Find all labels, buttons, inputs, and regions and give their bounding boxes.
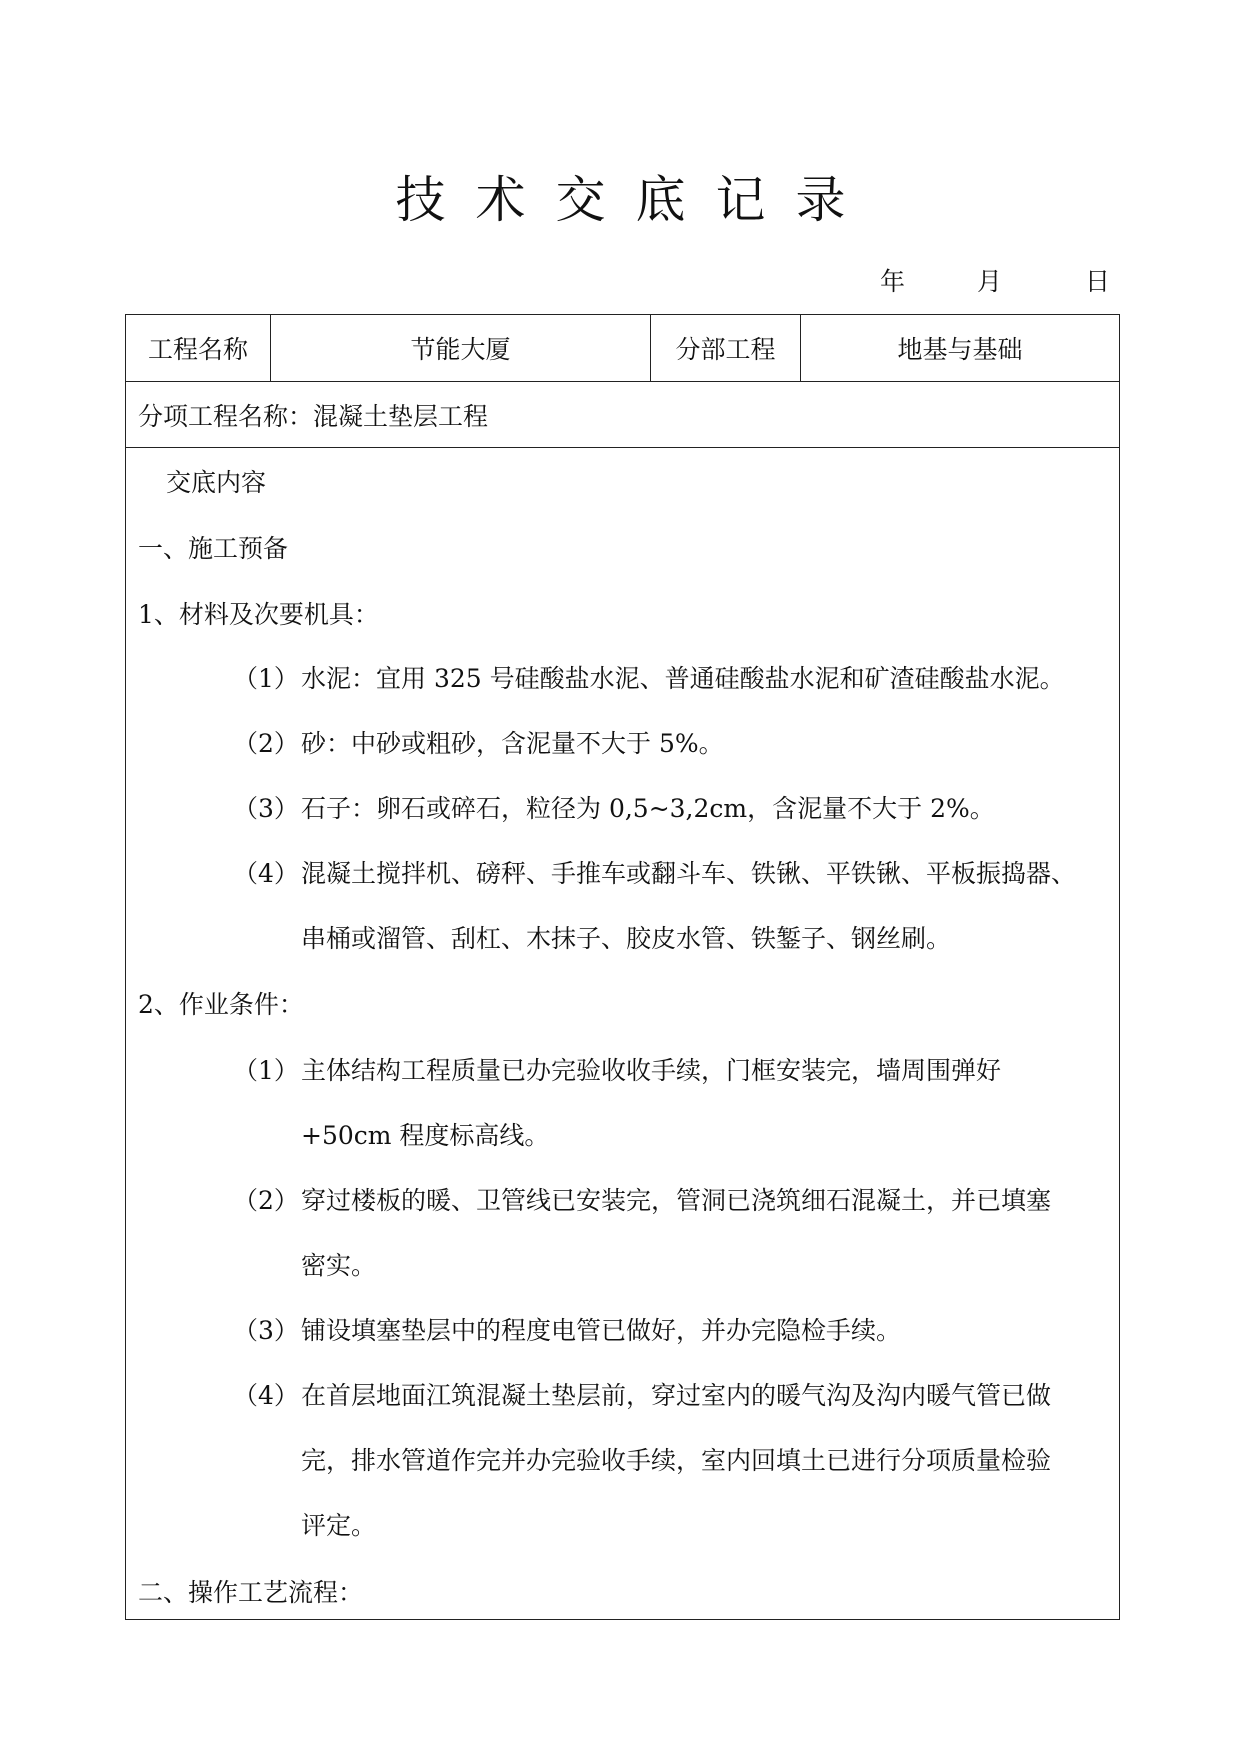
division-value: 地基与基础 bbox=[897, 335, 1023, 364]
project-name-label: 工程名称 bbox=[126, 315, 271, 381]
date-month: 月 bbox=[977, 267, 1003, 296]
date-day: 日 bbox=[1085, 267, 1111, 296]
material-line: 石子：卵石或碎石，粒径为 0,5~3,2cm，含泥量不大于 2%。 bbox=[301, 794, 995, 823]
condition-line: 评定。 bbox=[301, 1511, 377, 1540]
condition-line: +50cm 程度标高线。 bbox=[301, 1121, 550, 1150]
condition-num: （3） bbox=[233, 1316, 299, 1345]
record-table bbox=[125, 314, 1120, 1620]
material-line: 串桶或溜管、刮杠、木抹子、胶皮水管、铁錾子、钢丝刷。 bbox=[301, 924, 952, 953]
header-row bbox=[126, 315, 1119, 382]
content-title: 交底内容 bbox=[166, 468, 267, 497]
material-line: 砂：中砂或粗砂，含泥量不大于 5%。 bbox=[301, 729, 724, 758]
materials-heading: 1、材料及次要机具： bbox=[138, 600, 379, 629]
condition-line: 在首层地面江筑混凝土垫层前，穿过室内的暖气沟及沟内暖气管已做 bbox=[301, 1381, 1052, 1410]
material-num: （4） bbox=[233, 859, 299, 888]
date-year: 年 bbox=[880, 267, 906, 296]
condition-line: 主体结构工程质量已办完验收收手续，门框安装完，墙周围弹好 bbox=[301, 1056, 1002, 1085]
conditions-heading: 2、作业条件： bbox=[138, 990, 304, 1019]
condition-line: 穿过楼板的暖、卫管线已安装完，管洞已浇筑细石混凝土，并已填塞 bbox=[301, 1186, 1052, 1215]
material-line: 水泥：宜用 325 号硅酸盐水泥、普通硅酸盐水泥和矿渣硅酸盐水泥。 bbox=[301, 664, 1065, 693]
condition-num: （1） bbox=[233, 1056, 299, 1085]
date-line bbox=[880, 262, 1112, 296]
material-num: （1） bbox=[233, 664, 299, 693]
material-num: （2） bbox=[233, 729, 299, 758]
project-name-value: 节能大厦 bbox=[271, 315, 651, 381]
condition-line: 铺设填塞垫层中的程度电管已做好，并办完隐检手续。 bbox=[301, 1316, 902, 1345]
material-line: 混凝土搅拌机、磅秤、手推车或翻斗车、铁锹、平铁锹、平板振捣器、 bbox=[301, 859, 1077, 888]
condition-num: （4） bbox=[233, 1381, 299, 1410]
section-preparation: 一、施工预备 bbox=[138, 534, 289, 563]
document-title: 技术交底记录 bbox=[395, 171, 876, 229]
condition-line: 密实。 bbox=[301, 1251, 377, 1280]
condition-line: 完，排水管道作完并办完验收手续，室内回填土已进行分项质量检验 bbox=[301, 1446, 1052, 1475]
subitem-name: 分项工程名称：混凝土垫层工程 bbox=[138, 401, 489, 431]
material-num: （3） bbox=[233, 794, 299, 823]
condition-num: （2） bbox=[233, 1186, 299, 1215]
subitem-row bbox=[126, 382, 1119, 448]
section-process-flow: 二、操作工艺流程： bbox=[138, 1578, 364, 1607]
division-label: 分部工程 bbox=[651, 315, 801, 381]
